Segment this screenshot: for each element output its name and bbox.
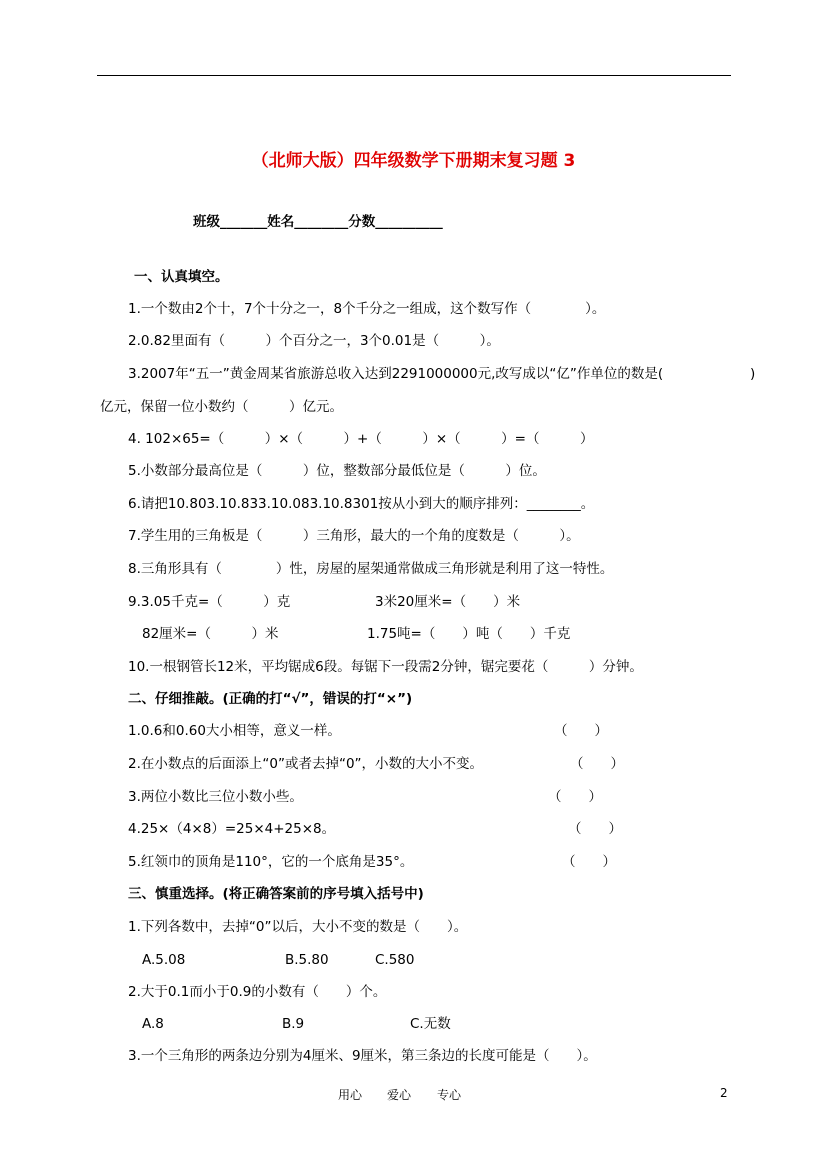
s1-question-9d: 1.75吨=（ ）吨（ ）千克 <box>367 626 571 642</box>
s1-question-9c: 82厘米=（ ）米 <box>142 626 279 642</box>
s1-question-7: 7.学生用的三角板是（ ）三角形，最大的一个角的度数是（ ）。 <box>128 528 580 544</box>
section1-heading: 一、认真填空。 <box>134 269 229 285</box>
footer-text-3: 专心 <box>437 1088 462 1102</box>
s2-item-3: 3.两位小数比三位小数小些。 <box>128 789 303 805</box>
s2-item-4: 4.25×（4×8）=25×4+25×8。 <box>128 821 336 837</box>
student-info-line: 班级_______姓名________分数__________ <box>193 214 443 230</box>
s3-question-3: 3.一个三角形的两条边分别为4厘米、9厘米，第三条边的长度可能是（ ）。 <box>128 1048 597 1064</box>
s2-item-1-paren: （ ） <box>554 723 608 739</box>
s3-q1-option-b: B.5.80 <box>285 952 329 968</box>
s2-item-2: 2.在小数点的后面添上“0”或者去掉“0”，小数的大小不变。 <box>128 756 484 772</box>
s1-question-9b: 3米20厘米=（ ）米 <box>375 594 521 610</box>
s1-question-3-paren: ) <box>750 366 756 382</box>
s1-question-4: 4. 102×65=（ ）×（ ）+（ ）×（ ）=（ ） <box>128 431 594 447</box>
s1-question-2: 2.0.82里面有（ ）个百分之一，3个0.01是（ ）。 <box>128 333 500 349</box>
s3-q1-option-c: C.580 <box>375 952 415 968</box>
s1-question-1: 1.一个数由2个十，7个十分之一，8个千分之一组成，这个数写作（ ）。 <box>128 301 606 317</box>
s2-item-2-paren: （ ） <box>570 756 624 772</box>
s3-q2-option-a: A.8 <box>142 1016 164 1032</box>
section3-heading: 三、慎重选择。(将正确答案前的序号填入括号中) <box>128 886 424 902</box>
s2-item-4-paren: （ ） <box>568 821 622 837</box>
s3-q2-option-c: C.无数 <box>410 1016 451 1032</box>
s2-item-3-paren: （ ） <box>548 789 602 805</box>
s3-question-2: 2.大于0.1而小于0.9的小数有（ ）个。 <box>128 984 387 1000</box>
s2-item-5: 5.红领巾的顶角是110°，它的一个底角是35°。 <box>128 854 414 870</box>
s3-q2-option-b: B.9 <box>282 1016 305 1032</box>
s1-question-6: 6.请把10.803.10.833.10.083.10.8301按从小到大的顺序排列：________。 <box>128 496 595 512</box>
s2-item-1: 1.0.6和0.60大小相等，意义一样。 <box>128 723 341 739</box>
s1-question-3-line2: 亿元，保留一位小数约（ ）亿元。 <box>100 399 343 415</box>
header-rule <box>97 75 731 76</box>
s1-question-3-line1: 3.2007年“五一”黄金周某省旅游总收入达到2291000000元,改写成以“亿”作单位的数是( <box>128 366 664 382</box>
section2-heading: 二、仔细推敲。(正确的打“√”，错误的打“×”) <box>128 691 413 707</box>
footer-text-1: 用心 <box>338 1088 363 1102</box>
s1-question-10: 10.一根钢管长12米，平均锯成6段。每锯下一段需2分钟，锯完要花（ ）分钟。 <box>128 659 643 675</box>
page-title: （北师大版）四年级数学下册期末复习题 3 <box>251 151 576 171</box>
page-number: 2 <box>720 1086 728 1100</box>
s3-question-1: 1.下列各数中，去掉“0”以后，大小不变的数是（ ）。 <box>128 919 468 935</box>
s1-question-5: 5.小数部分最高位是（ ）位，整数部分最低位是（ ）位。 <box>128 463 546 479</box>
s1-question-9a: 9.3.05千克=（ ）克 <box>128 594 291 610</box>
s1-question-8: 8.三角形具有（ ）性，房屋的屋架通常做成三角形就是利用了这一特性。 <box>128 561 614 577</box>
footer-text-2: 爱心 <box>387 1088 412 1102</box>
s3-q1-option-a: A.5.08 <box>142 952 186 968</box>
s2-item-5-paren: （ ） <box>562 854 616 870</box>
